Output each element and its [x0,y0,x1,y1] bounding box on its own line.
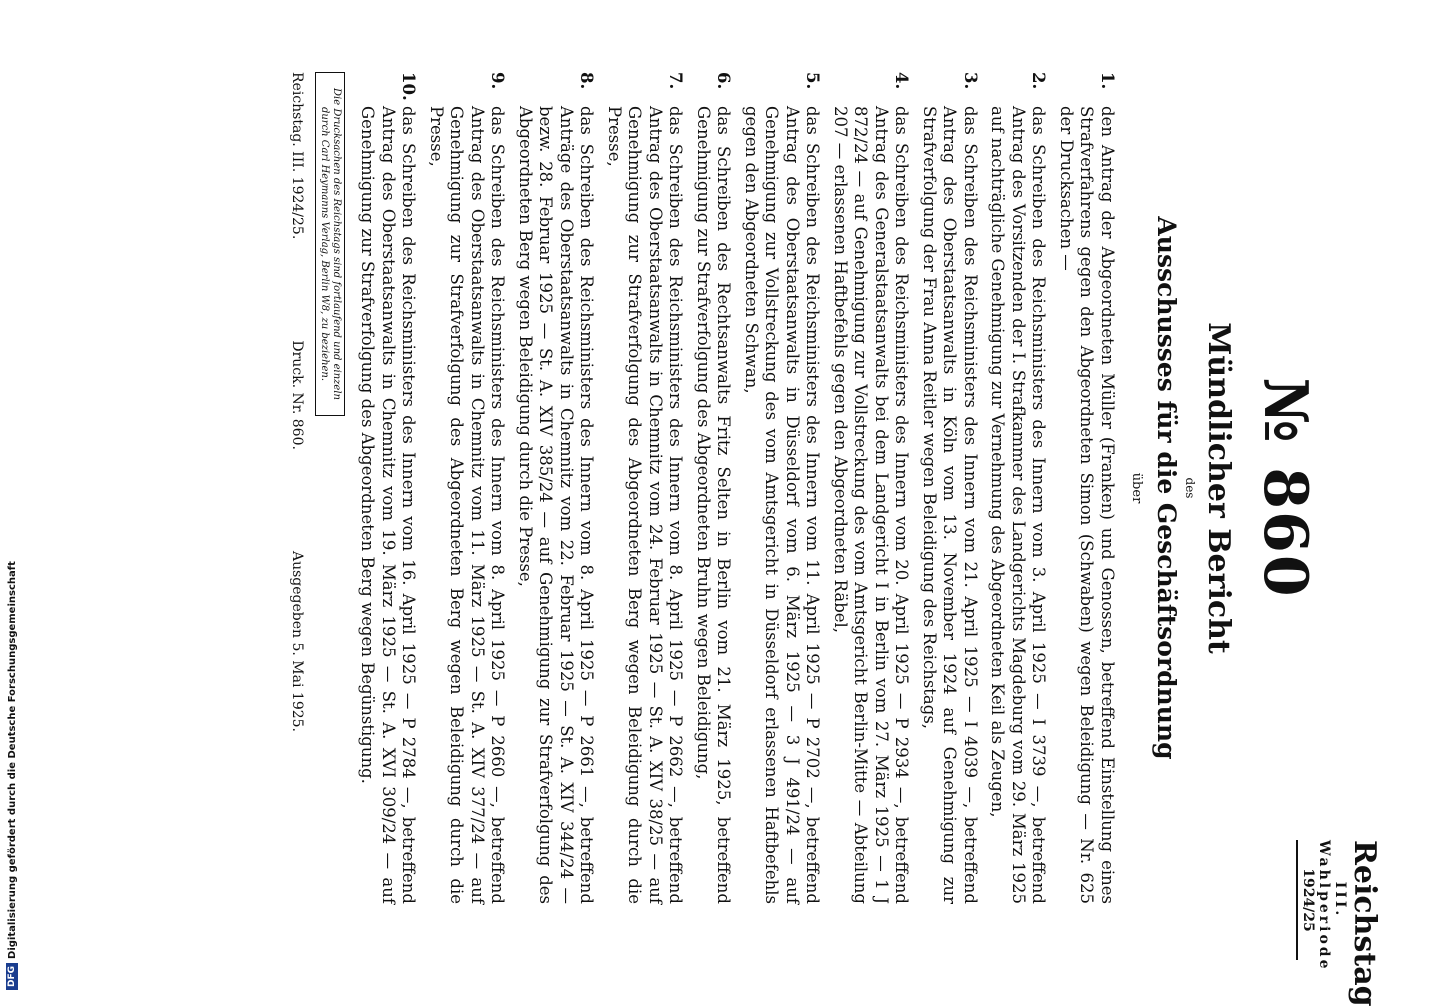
item-text: das Schreiben des Reichsministers des Innern vom 20. April 1925 — P 2934 —, betreffend Antrag des Generalstaatsanwalts bei dem Landgericht I in Berlin vom 27. März 1925 — 1 J 872/24 — auf Genehmigung zur Vollstreckung des vom Amtsgericht Berlin-Mitte — Abteilung 207 — erlassenen Haftbefehls gegen den Abgeordneten Räbel, [831,106,912,904]
item-number: 3. [961,72,980,90]
list-item [987,72,1049,904]
masthead-reichstag: Reichstag [1347,840,1382,1007]
masthead-years: 1924/25 [1296,840,1316,960]
list-item [1056,72,1118,904]
list-item [357,72,419,904]
list-item [693,72,734,904]
item-text: das Schreiben des Reichsministers des Innern vom 3. April 1925 — I 3739 —, betreffend Antrag des Vorsitzenden der I. Strafkammer des Landgerichts Magdeburg vom 29. März 1925 auf nachträgliche Genehmigung zur Vernehmung des Abgeordneten Keil als Zeugen, [988,106,1049,904]
dfg-logo-icon: DFG [6,963,18,990]
item-text: das Schreiben des Reichsministers des Innern vom 16. April 1925 — P 2784 —, betreffend Antrag des Oberstaatsanwalts in Chemnitz vom 19. März 1925 — St. A. XVI 309/24 — auf Genehmigung zur Strafverfolgung des Abgeordneten Berg wegen Begünstigung. [358,106,419,904]
imprint-volume: Reichstag. III. 1924/25. [289,72,305,240]
digitization-credit [2,0,22,1000]
list-item [426,72,508,904]
title-ueber: über [1129,472,1144,504]
masthead-wahlperiode: III. Wahlperiode [1316,840,1348,972]
document-page [100,0,1400,1007]
item-number: 9. [488,72,508,90]
item-text: das Schreiben des Reichsministers des Innern vom 8. April 1925 — P 2662 —, betreffend Antrag des Oberstaatsanwalts in Chemnitz vom 24. Februar 1925 — St. A. XIV 38/25 — auf Genehmigung zur Strafverfolgung des Abgeordneten Berg wegen Beleidigung durch die Presse, [605,106,686,904]
digitization-credit-text: Digitalisierung gefördert durch die Deutsche Forschungsgemeinschaft [6,561,18,959]
item-text: den Antrag der Abgeordneten Müller (Franken) und Genossen, betreffend Einstellung eines Strafverfahrens gegen den Abgeordneten Simon (Schwaben) wegen Beleidigung — Nr. 625 der Drucksachen — [1057,106,1117,904]
item-text: das Schreiben des Reichsministers des Innern vom 8. April 1925 — P 2661 —, betreffend Anträge des Oberstaatsanwalts in Chemnitz vom 22. Februar 1925 — St. A. XIV 344/24 — bezw. 28. Februar 1925 — St. A. XIV 385/24 — auf Genehmigung zur Strafverfolgung des Abgeordneten Berg wegen Beleidigung durch die Presse, [516,106,597,904]
committee-title: Ausschusses für die Geschäftsordnung [1152,216,1181,760]
item-text: das Schreiben des Reichsministers des Innern vom 21. April 1925 — I 4039 —, betreffend Antrag des Oberstaatsanwalts in Köln vom 13. November 1924 auf Genehmigung zur Strafverfolgung der Frau Anna Reitler wegen Beleidigung des Reichstags, [920,106,980,904]
item-text: das Schreiben des Reichsministers des Innern vom 11. April 1925 — P 2702 —, betreffend Antrag des Oberstaatsanwalts in Düsseldorf vom 6. März 1925 — 3 J 491/24 — auf Genehmigung zur Vollstreckung des vom Amtsgericht in Düsseldorf erlassenen Haftbefehls gegen den Abgeordneten Schwan, [742,106,823,904]
list-item [515,72,597,904]
item-number: 2. [1029,72,1049,90]
item-number: 10. [399,72,419,101]
item-number: 6. [714,72,734,90]
imprint-issued-date: Ausgegeben 5. Mai 1925. [289,550,305,732]
document-number: № 860 [1250,377,1320,599]
document-title: Mündlicher Bericht [1201,322,1236,654]
imprint-line [289,72,305,732]
item-number: 5. [803,72,823,90]
item-number: 8. [577,72,597,90]
imprint-print-number: Druck. Nr. 860. [289,340,305,450]
title-connector: des [1183,477,1197,499]
item-text: das Schreiben des Reichsministers des Innern vom 8. April 1925 — P 2660 —, betreffend Antrag des Oberstaatsanwalts in Chemnitz vom 11. März 1925 — St. A. XIV 377/24 — auf Genehmigung zur Strafverfolgung des Abgeordneten Berg wegen Beleidigung durch die Presse, [427,106,508,904]
agenda-list [357,72,1117,904]
item-number: 7. [666,72,686,90]
masthead [1296,840,1382,1007]
item-text: das Schreiben des Rechtsanwalts Fritz Selten in Berlin vom 21. März 1925, betreffend Genehmigung zur Strafverfolgung des Abgeordneten Bruhn wegen Beleidigung, [694,106,734,904]
list-item [919,72,981,904]
item-number: 4. [892,72,912,90]
list-item [604,72,686,904]
list-item [741,72,823,904]
footnote-box: Die Drucksachen des Reichstags sind fortlaufend und einzeln durch Carl Heymanns Verlag, Berlin W8, zu beziehen. [315,72,345,416]
item-number: 1. [1098,72,1117,90]
list-item [830,72,912,904]
